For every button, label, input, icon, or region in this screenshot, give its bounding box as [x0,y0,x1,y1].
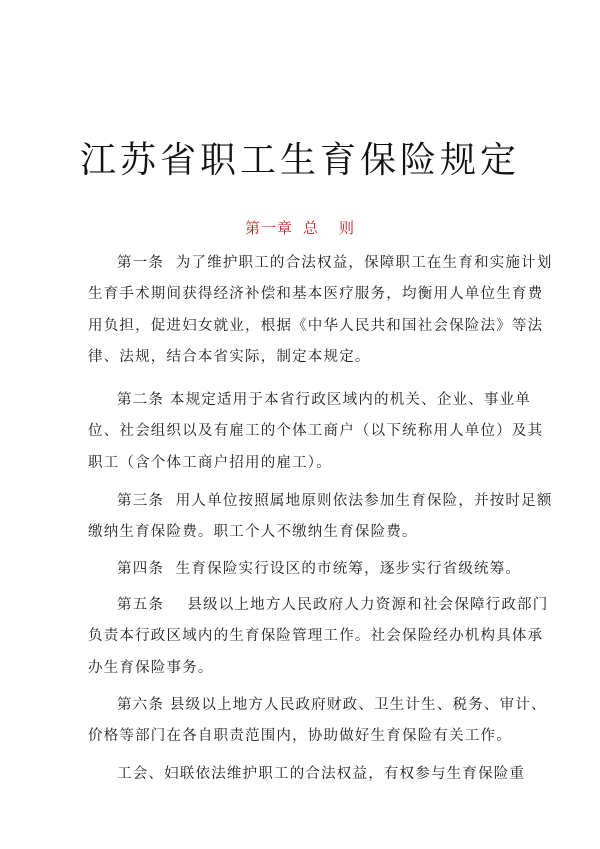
article-text: 用人单位按照属地原则依法参加生育保险，并按时足额缴纳生育保险费。职工个人不缴纳生育保险费。 [88,493,553,541]
article-text: 县级以上地方人民政府人力资源和社会保障行政部门负责本行政区域内的生育保险管理工作。社会保险经办机构具体承办生育保险事务。 [88,597,549,676]
article-1 [88,248,558,373]
article-lead: 第二条 [117,392,165,408]
article-lead: 第四条 [117,561,165,577]
article-lead: 第一条 [117,255,165,271]
article-lead: 第三条 [117,493,165,509]
article-lead: 第六条 [117,697,165,713]
article-6-paragraph-2 [88,759,558,790]
article-5 [88,590,558,684]
document-title: 江苏省职工生育保险规定 [79,140,520,181]
article-lead: 第五条 [117,597,165,613]
chapter-number: 第一章 [244,219,293,237]
article-text: 生育保险实行设区的市统筹，逐步实行省级统筹。 [175,561,522,577]
article-2 [88,385,558,479]
article-text: 工会、妇联依法维护职工的合法权益，有权参与生育保险重 [117,766,526,782]
chapter-name-part1: 总 [302,219,319,237]
article-text: 本规定适用于本省行政区域内的机关、企业、事业单位、社会组织以及有雇工的个体工商户（以下统称用人单位）及其职工（含个体工商户招用的雇工）。 [88,392,544,471]
article-4 [88,554,558,585]
article-text: 为了维护职工的合法权益，保障职工在生育和实施计划生育手术期间获得经济补偿和基本医疗服务，均衡用人单位生育费用负担，促进妇女就业，根据《中华人民共和国社会保险法》等法律、法规，结合本省实际，制定本规定。 [88,255,553,365]
article-3 [88,486,558,549]
article-6 [88,690,558,753]
chapter-name-part2: 则 [339,219,356,237]
chapter-heading [0,217,600,238]
article-text: 县级以上地方人民政府财政、卫生计生、税务、审计、价格等部门在各自职责范围内，协助做好生育保险有关工作。 [88,697,547,745]
